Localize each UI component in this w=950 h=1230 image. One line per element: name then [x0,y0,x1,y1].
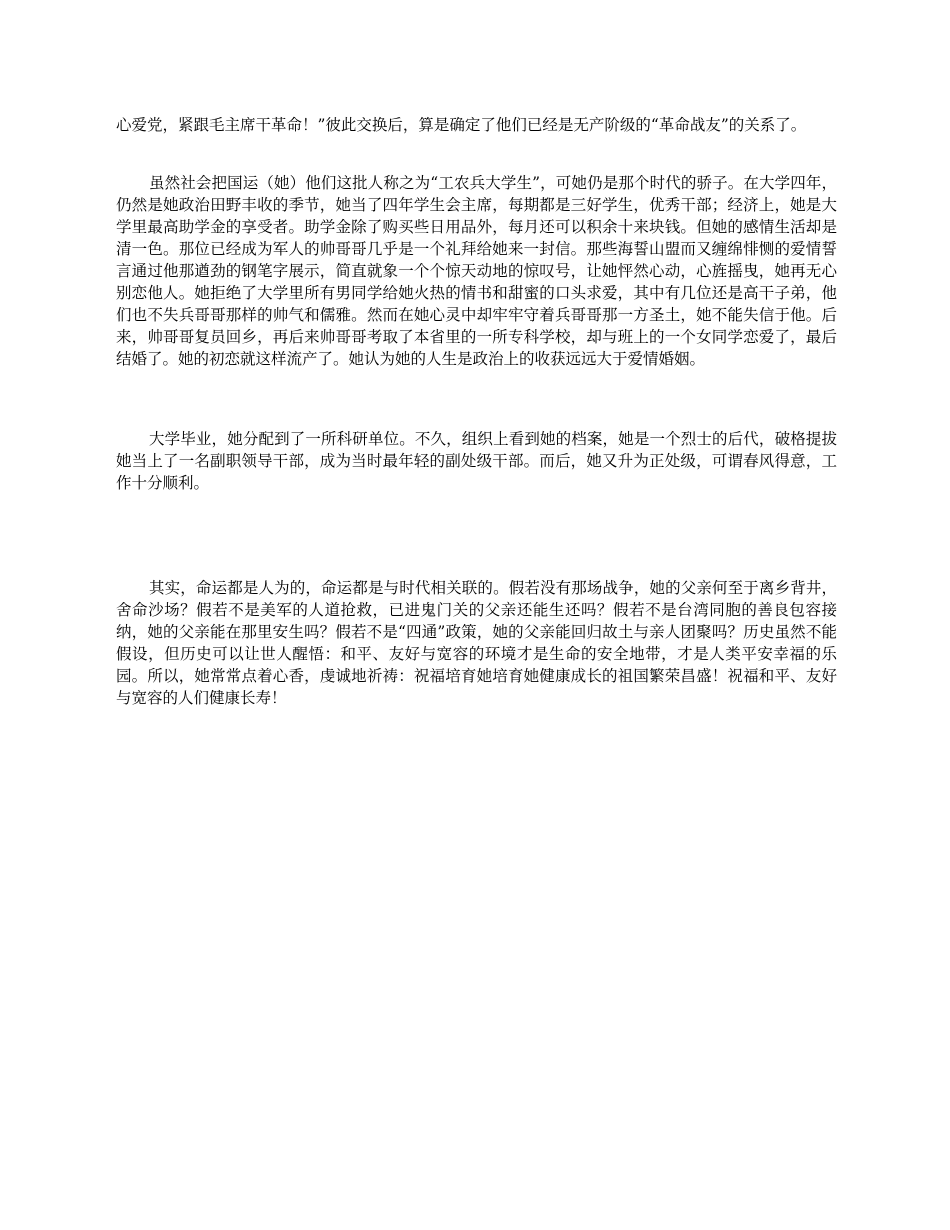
paragraph-3: 大学毕业，她分配到了一所科研单位。不久，组织上看到她的档案，她是一个烈士的后代，破格提拔她当上了一名副职领导干部，成为当时最年轻的副处级干部。而后，她又升为正处级，可谓春风得意，工作十分顺利。 [116,430,837,492]
paragraph-1: 心爱党，紧跟毛主席干革命！”彼此交换后，算是确定了他们已经是无产阶级的“革命战友”的关系了。 [116,116,807,134]
paragraph-career [116,428,837,494]
paragraph-continuation [116,114,837,136]
paragraph-2: 虽然社会把国运（她）他们这批人称之为“工农兵大学生”，可她仍是那个时代的骄子。在大学四年，仍然是她政治田野丰收的季节，她当了四年学生会主席，每期都是三好学生，优秀干部；经济上，她是大学里最高助学金的享受者。助学金除了购买些日用品外，每月还可以积余十来块钱。但她的感情生活却是清一色。那位已经成为军人的帅哥哥几乎是一个礼拜给她来一封信。那些海誓山盟而又缠绵悱恻的爱情誓言通过他那遒劲的钢笔字展示，简直就象一个个惊天动地的惊叹号，让她怦然心动，心旌摇曳，她再无心别恋他人。她拒绝了大学里所有男同学给她火热的情书和甜蜜的口头求爱，其中有几位还是高干子弟，他们也不失兵哥哥那样的帅气和儒雅。然而在她心灵中却牢牢守着兵哥哥那一方圣土，她不能失信于他。后来，帅哥哥复员回乡，再后来帅哥哥考取了本省里的一所专科学校，却与班上的一个女同学恋爱了，最后结婚了。她的初恋就这样流产了。她认为她的人生是政治上的收获远远大于爱情婚姻。 [116,174,837,368]
paragraph-4: 其实，命运都是人为的，命运都是与时代相关联的。假若没有那场战争，她的父亲何至于离乡背井，舍命沙场？假若不是美军的人道抢救，已进鬼门关的父亲还能生还吗？假若不是台湾同胞的善良包容接纳，她的父亲能在那里安生吗？假若不是“四通”政策，她的父亲能回归故土与亲人团聚吗？历史虽然不能假设，但历史可以让世人醒悟：和平、友好与宽容的环境才是生命的安全地带，才是人类平安幸福的乐园。所以，她常常点着心香，虔诚地祈祷：祝福培育她培育她健康成长的祖国繁荣昌盛！祝福和平、友好与宽容的人们健康长寿！ [116,579,837,707]
paragraph-university [116,172,837,370]
paragraph-conclusion [116,577,837,709]
